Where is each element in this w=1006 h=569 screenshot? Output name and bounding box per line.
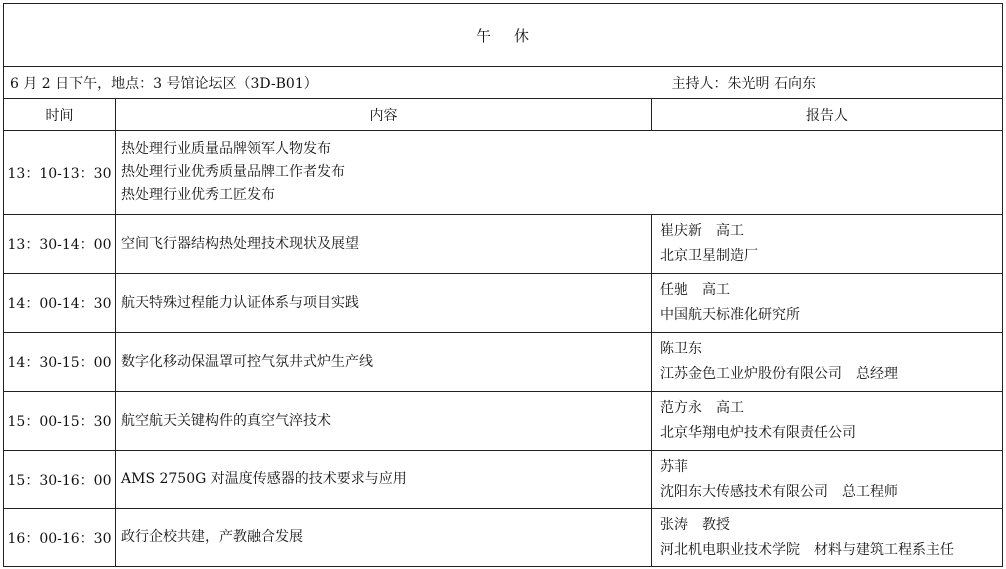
reporter-title: 高工	[716, 400, 744, 416]
content-cell: 政行企校共建，产教融合发展	[116, 509, 652, 567]
reporter-role: 总经理	[856, 366, 898, 382]
content-cell: 航空航天关键构件的真空气淬技术	[116, 392, 652, 451]
reporter-cell	[652, 215, 1003, 274]
header-time: 时间	[4, 99, 116, 131]
content-cell: 数字化移动保温罩可控气氛井式炉生产线	[116, 333, 652, 392]
title-part-1: 午	[475, 26, 492, 45]
header-content: 内容	[116, 99, 652, 131]
header-reporter: 报告人	[652, 99, 1003, 131]
table-row	[4, 333, 1003, 392]
reporter-name: 苏菲	[660, 458, 688, 475]
reporter-name: 张涛	[660, 516, 688, 533]
content-cell	[116, 131, 1003, 215]
reporter-org: 北京卫星制造厂	[660, 248, 758, 264]
schedule-table	[3, 3, 1003, 567]
reporter-name: 范方永	[660, 400, 702, 416]
announcement-item: 热处理行业优秀工匠发布	[121, 187, 275, 203]
reporter-org: 沈阳东大传感技术有限公司	[660, 483, 828, 500]
reporter-org: 中国航天标准化研究所	[660, 307, 800, 323]
session-time-location: 6 月 2 日下午，地点：3 号馆论坛区（3D-B01）	[10, 75, 318, 92]
announcement-item: 热处理行业质量品牌领军人物发布	[121, 141, 331, 157]
session-info-cell	[4, 67, 1003, 99]
reporter-org: 江苏金色工业炉股份有限公司	[660, 366, 842, 382]
reporter-name: 任驰	[660, 282, 688, 298]
header-row	[4, 99, 1003, 131]
reporter-title: 高工	[702, 282, 730, 298]
lunch-break-title	[4, 4, 1003, 67]
table-row	[4, 131, 1003, 215]
title-row	[4, 4, 1003, 67]
content-cell: 航天特殊过程能力认证体系与项目实践	[116, 274, 652, 333]
reporter-cell	[652, 451, 1003, 509]
session-host: 主持人：朱光明 石向东	[671, 75, 816, 92]
time-cell: 13：10-13：30	[4, 131, 116, 215]
reporter-name: 崔庆新	[660, 223, 702, 239]
time-cell: 16：00-16：30	[4, 509, 116, 567]
reporter-cell	[652, 392, 1003, 451]
reporter-cell	[652, 509, 1003, 567]
content-cell: AMS 2750G 对温度传感器的技术要求与应用	[116, 451, 652, 509]
reporter-cell	[652, 333, 1003, 392]
announcement-item: 热处理行业优秀质量品牌工作者发布	[121, 164, 345, 180]
reporter-org: 河北机电职业技术学院	[660, 541, 800, 558]
reporter-cell	[652, 274, 1003, 333]
reporter-name: 陈卫东	[660, 341, 702, 357]
reporter-org: 北京华翔电炉技术有限责任公司	[660, 425, 856, 441]
title-part-2: 休	[514, 26, 531, 45]
time-cell: 14：00-14：30	[4, 274, 116, 333]
time-cell: 13：30-14：00	[4, 215, 116, 274]
time-cell: 14：30-15：00	[4, 333, 116, 392]
session-info-row	[4, 67, 1003, 99]
time-cell: 15：30-16：00	[4, 451, 116, 509]
table-row	[4, 451, 1003, 509]
table-row	[4, 215, 1003, 274]
table-row	[4, 509, 1003, 567]
content-cell: 空间飞行器结构热处理技术现状及展望	[116, 215, 652, 274]
time-cell: 15：00-15：30	[4, 392, 116, 451]
reporter-role: 总工程师	[842, 483, 898, 500]
table-row	[4, 392, 1003, 451]
reporter-title: 教授	[702, 516, 730, 533]
reporter-role: 材料与建筑工程系主任	[814, 541, 954, 558]
table-row	[4, 274, 1003, 333]
reporter-title: 高工	[716, 223, 744, 239]
